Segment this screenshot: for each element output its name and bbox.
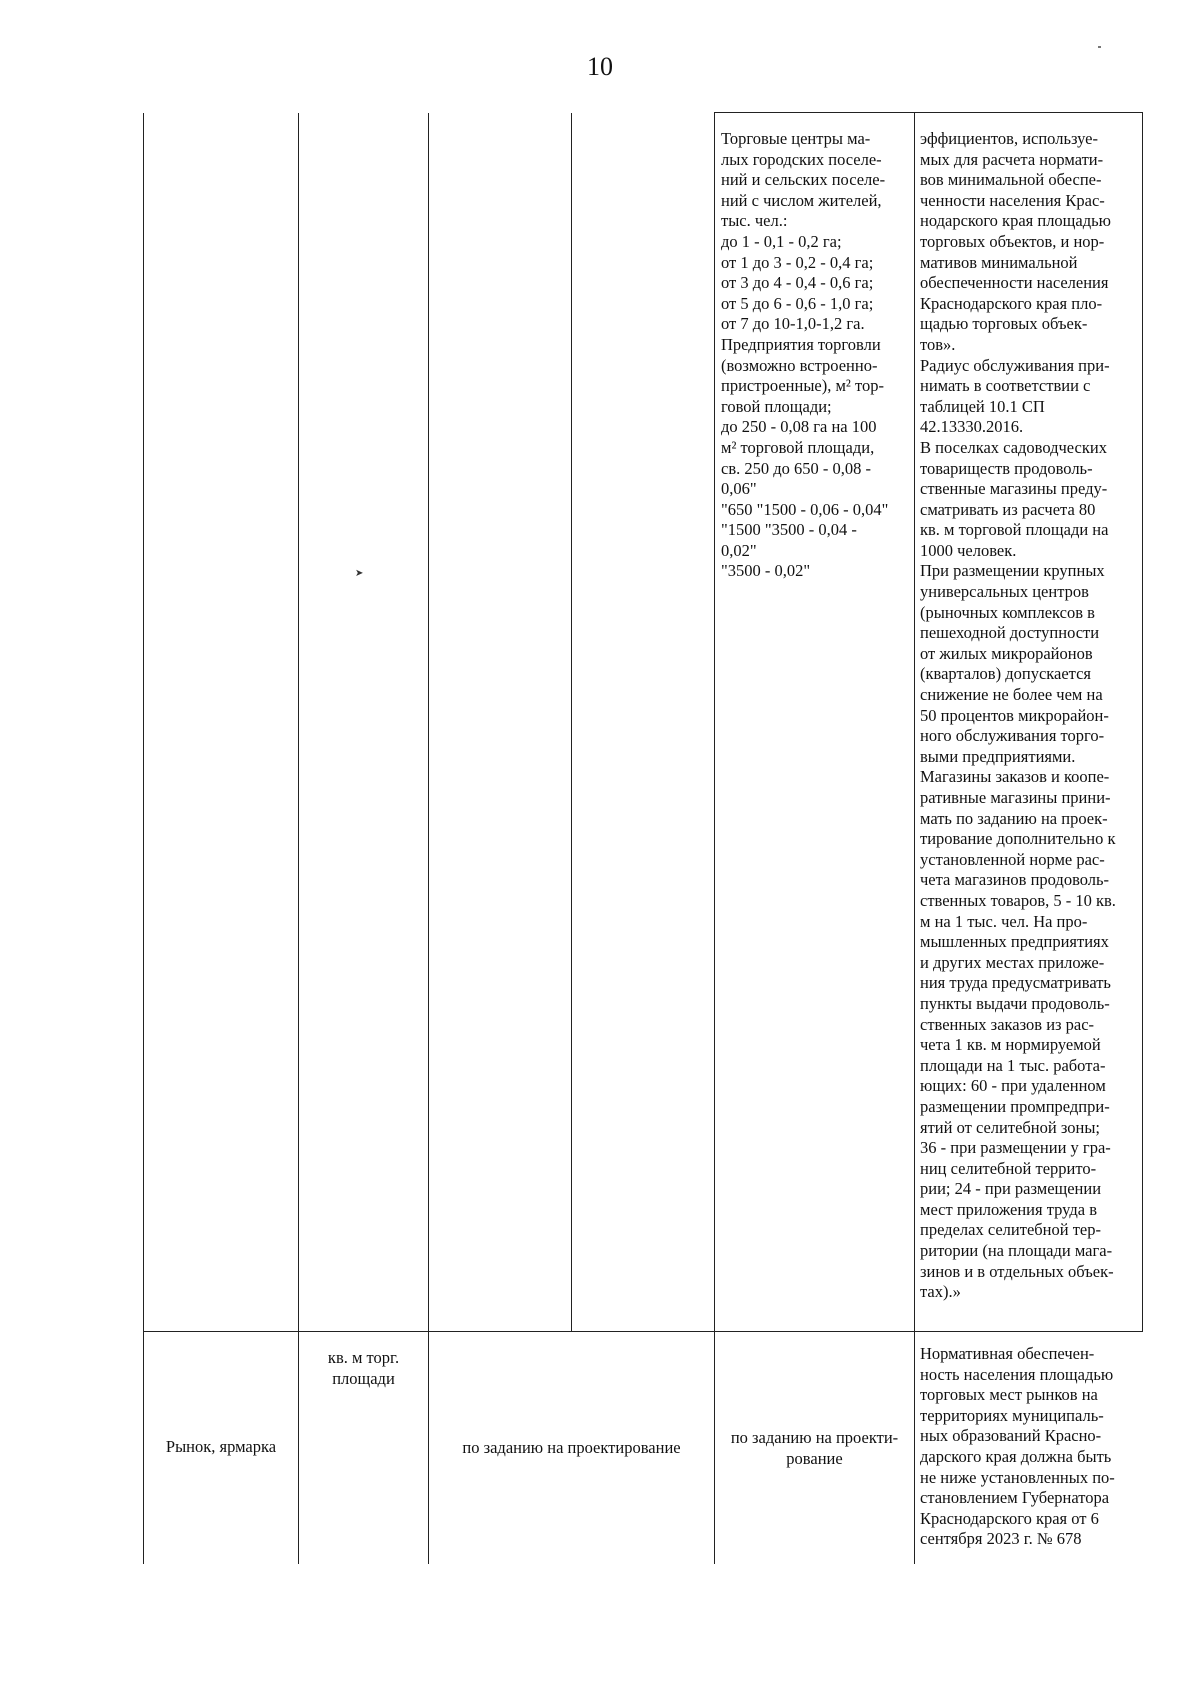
text-line: мышленных предприятиях bbox=[920, 932, 1109, 952]
text-line: сматривать из расчета 80 bbox=[920, 499, 1096, 519]
text-line: установленной норме рас- bbox=[920, 849, 1105, 869]
text-line: от 1 до 3 - 0,2 - 0,4 га; bbox=[721, 252, 874, 272]
text-line: 36 - при размещении у гра- bbox=[920, 1138, 1111, 1158]
stray-mark: ➤ bbox=[355, 568, 364, 579]
text-line: Предприятия торговли bbox=[721, 334, 881, 354]
text-line: торговых объектов, и нор- bbox=[920, 231, 1105, 251]
text-line: от 5 до 6 - 0,6 - 1,0 га; bbox=[721, 293, 874, 313]
text-line: сентября 2023 г. № 678 bbox=[920, 1529, 1082, 1549]
text-line: по заданию на проекти- bbox=[730, 1428, 899, 1447]
text-line: мать по заданию на проек- bbox=[920, 808, 1108, 828]
text-line: пешеходной доступности bbox=[920, 623, 1100, 643]
text-line: щадью торговых объек- bbox=[920, 314, 1088, 334]
text-line: рии; 24 - при размещении bbox=[920, 1179, 1102, 1199]
text-line: Торговые центры ма- bbox=[721, 129, 871, 148]
text-line: ственные магазины преду- bbox=[920, 479, 1108, 499]
text-line: ных образований Красно- bbox=[920, 1426, 1102, 1446]
text-line: ния труда предусматривать bbox=[920, 973, 1111, 993]
text-line: площади bbox=[332, 1368, 395, 1388]
text-line: вов минимальной обеспе- bbox=[920, 170, 1102, 190]
text-line: Краснодарского края от 6 bbox=[920, 1508, 1099, 1528]
text-line: до 1 - 0,1 - 0,2 га; bbox=[721, 231, 842, 251]
text-line: пункты выдачи продоволь- bbox=[920, 993, 1110, 1013]
text-line: 42.13330.2016. bbox=[920, 417, 1024, 437]
upper-row-col5-text bbox=[721, 129, 888, 582]
text-line: "1500 "3500 - 0,04 - bbox=[721, 520, 857, 540]
text-line: ченности населения Крас- bbox=[920, 190, 1105, 210]
lower-row-col6-text bbox=[920, 1344, 1115, 1550]
text-line: и других местах приложе- bbox=[920, 952, 1105, 972]
text-line: пределах селитебной тер- bbox=[920, 1220, 1101, 1240]
text-line: чета 1 кв. м нормируемой bbox=[920, 1035, 1101, 1055]
text-line: ственных товаров, 5 - 10 кв. bbox=[920, 890, 1116, 910]
table-col-divider-3 bbox=[571, 113, 572, 1332]
text-line: ятий от селитебной зоны; bbox=[920, 1117, 1101, 1137]
text-line: 0,06" bbox=[721, 479, 757, 499]
text-line: (рыночных комплексов в bbox=[920, 602, 1095, 622]
text-line: дарского края должна быть bbox=[920, 1446, 1112, 1466]
page-number: 10 bbox=[587, 52, 613, 81]
table-col-divider-4 bbox=[714, 113, 715, 1564]
text-line: мативов минимальной bbox=[920, 252, 1078, 272]
lower-row-col5-value bbox=[715, 1427, 914, 1468]
lower-row-col1-label: Рынок, ярмарка bbox=[165, 1437, 277, 1456]
text-line: чета магазинов продоволь- bbox=[920, 870, 1110, 890]
text-line: тирование дополнительно к bbox=[920, 829, 1116, 849]
text-line: ниц селитебной террито- bbox=[920, 1158, 1097, 1178]
text-line: площади на 1 тыс. работа- bbox=[920, 1055, 1106, 1075]
text-line: "650 "1500 - 0,06 - 0,04" bbox=[721, 499, 889, 519]
table-row-divider bbox=[143, 1331, 1143, 1332]
text-line: говой площади; bbox=[721, 396, 832, 416]
text-line: снижение не более чем на bbox=[920, 685, 1103, 705]
table-top-border-right bbox=[714, 112, 1143, 113]
text-line: тыс. чел.: bbox=[721, 211, 788, 231]
text-line: м² торговой площади, bbox=[721, 437, 875, 457]
text-line: от жилых микрорайонов bbox=[920, 643, 1093, 663]
text-line: универсальных центров bbox=[920, 582, 1089, 602]
text-line: ний и сельских поселе- bbox=[721, 170, 886, 190]
text-line: ритории (на площади мага- bbox=[920, 1241, 1113, 1261]
text-line: становлением Губернатора bbox=[920, 1488, 1110, 1508]
lower-row-col2-unit bbox=[299, 1347, 428, 1388]
text-line: выми предприятиями. bbox=[920, 746, 1076, 766]
text-line: от 3 до 4 - 0,4 - 0,6 га; bbox=[721, 273, 874, 293]
text-line: ного обслуживания торго- bbox=[920, 726, 1105, 746]
text-line: территориях муниципаль- bbox=[920, 1405, 1104, 1425]
text-line: ющих: 60 - при удаленном bbox=[920, 1076, 1106, 1096]
text-line: Краснодарского края пло- bbox=[920, 293, 1103, 313]
text-line: (кварталов) допускается bbox=[920, 664, 1092, 684]
text-line: ний с числом жителей, bbox=[721, 190, 882, 210]
text-line: 50 процентов микрорайон- bbox=[920, 705, 1109, 725]
text-line: рование bbox=[786, 1448, 843, 1468]
table-col-divider-2 bbox=[428, 113, 429, 1564]
text-line: нодарского края площадью bbox=[920, 211, 1111, 231]
text-line: нимать в соответствии с bbox=[920, 376, 1091, 396]
text-line: тов». bbox=[920, 334, 956, 354]
text-line: "3500 - 0,02" bbox=[721, 561, 811, 581]
table-border-left bbox=[143, 113, 144, 1564]
text-line: от 7 до 10-1,0-1,2 га. bbox=[721, 314, 865, 334]
text-line: м на 1 тыс. чел. На про- bbox=[920, 911, 1088, 931]
text-line: размещении промпредпри- bbox=[920, 1096, 1110, 1116]
text-line: ность населения площадью bbox=[920, 1364, 1114, 1384]
text-line: до 250 - 0,08 га на 100 bbox=[721, 417, 877, 437]
text-line: лых городских поселе- bbox=[721, 149, 882, 169]
text-line: обеспеченности населения bbox=[920, 273, 1109, 293]
text-line: св. 250 до 650 - 0,08 - bbox=[721, 458, 871, 478]
text-line: пристроенные), м² тор- bbox=[721, 376, 884, 396]
text-line: кв. м торговой площади на bbox=[920, 520, 1109, 540]
table-border-right bbox=[1142, 113, 1143, 1332]
lower-row-col3-value: по заданию на проектирование bbox=[462, 1438, 681, 1457]
text-line: эффициентов, используе- bbox=[920, 129, 1098, 148]
text-line: ственных заказов из рас- bbox=[920, 1014, 1095, 1034]
text-line: ративные магазины прини- bbox=[920, 788, 1111, 807]
text-line: Магазины заказов и коопе- bbox=[920, 767, 1110, 787]
text-line: зинов и в отдельных объек- bbox=[920, 1261, 1114, 1281]
upper-row-col6-text bbox=[920, 129, 1116, 1303]
text-line: При размещении крупных bbox=[920, 561, 1105, 581]
text-line: товариществ продоволь- bbox=[920, 458, 1093, 478]
text-line: (возможно встроенно- bbox=[721, 355, 878, 375]
text-line: тах).» bbox=[920, 1282, 961, 1302]
text-line: Радиус обслуживания при- bbox=[920, 355, 1110, 375]
scan-mark bbox=[1098, 46, 1101, 48]
text-line: 1000 человек. bbox=[920, 540, 1017, 560]
text-line: Нормативная обеспечен- bbox=[920, 1344, 1095, 1363]
text-line: 0,02" bbox=[721, 540, 757, 560]
text-line: не ниже установленных по- bbox=[920, 1467, 1115, 1487]
text-line: кв. м торг. bbox=[327, 1348, 400, 1367]
text-line: торговых мест рынков на bbox=[920, 1385, 1098, 1405]
text-line: мых для расчета нормати- bbox=[920, 149, 1104, 169]
text-line: В поселках садоводческих bbox=[920, 437, 1107, 457]
text-line: таблицей 10.1 СП bbox=[920, 396, 1045, 416]
table-col-divider-5 bbox=[914, 113, 915, 1564]
text-line: мест приложения труда в bbox=[920, 1199, 1097, 1219]
